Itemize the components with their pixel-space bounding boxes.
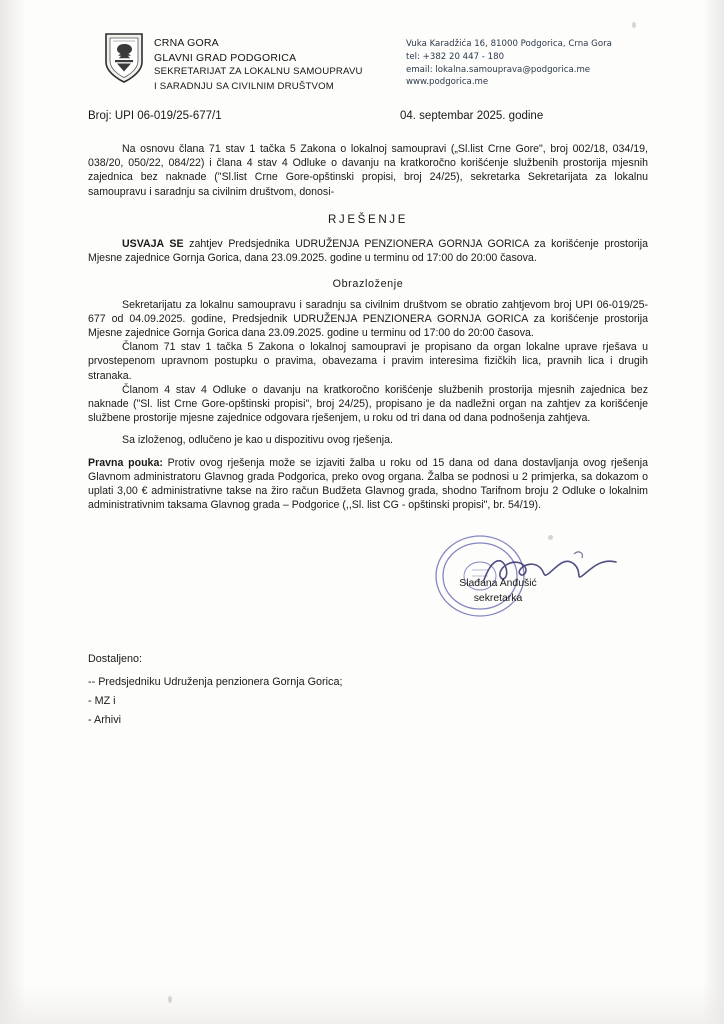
explanation-paragraph-2: Članom 71 stav 1 tačka 5 Zakona o lokalnoj samoupravi je propisano da organ lokalne uprave rješava u prvostepenom upravnom postupku o pravima, obavezama i pravim interesima fizičkih lica, pravnih lica i drugih stranaka.: [88, 341, 648, 382]
document-date: 04. septembar 2025. godine: [400, 110, 544, 122]
letterhead: [88, 28, 648, 106]
scan-edge-bottom: [0, 984, 724, 1024]
contact-block: [406, 38, 612, 89]
decision-paragraph: [88, 237, 648, 265]
org-line-2: GLAVNI GRAD PODGORICA: [154, 51, 297, 64]
scan-speck: [168, 996, 172, 1003]
legal-remedy-text: Protiv ovog rješenja može se izjaviti žalba u roku od 15 dana od dana dostavljanja ovog rješenja Glavnom administratoru Glavnog grada Podgorica, preko ovog organa. Žalba se podnosi u 2 primjerka, sa dokazom o uplati 3,00 € administrativne takse na žiro račun Budžeta Glavnog grada, shodno Tarifnom broju 2 Odluke o lokalnim administrativnim taksama Glavnog grada – Podgorice (,,Sl. list CG - opštinski propisi", br. 54/19).: [88, 456, 648, 512]
scan-edge-right: [702, 0, 724, 1024]
delivery-title: Dostaljeno:: [88, 653, 143, 666]
document-body: [88, 142, 648, 512]
legal-remedy-paragraph: [88, 456, 648, 513]
signatory: [418, 576, 578, 606]
signatory-name: Slađana Anđušić: [459, 578, 537, 590]
explanation-title: Obrazloženje: [332, 278, 404, 291]
organization-block: [154, 36, 363, 94]
contact-phone: tel: +382 20 447 - 180: [406, 51, 505, 62]
coat-of-arms-icon: [102, 32, 146, 84]
delivery-item: - Arhivi: [88, 714, 121, 727]
delivery-item: - MZ i: [88, 695, 116, 708]
document-content: [88, 28, 648, 730]
signatory-role: sekretarka: [473, 593, 523, 605]
contact-email: email: lokalna.samouprava@podgorica.me: [406, 64, 591, 75]
org-line-3: SEKRETARIJAT ZA LOKALNU SAMOUPRAVU: [154, 66, 363, 77]
decision-lead: USVAJA SE: [122, 238, 184, 251]
delivery-item: -- Predsjedniku Udruženja penzionera Gornja Gorica;: [88, 676, 343, 689]
org-line-1: CRNA GORA: [154, 37, 219, 49]
reference-line: [88, 110, 648, 130]
document-number: Broj: UPI 06-019/25-677/1: [88, 110, 222, 122]
preamble-paragraph: Na osnovu člana 71 stav 1 tačka 5 Zakona o lokalnoj samoupravi („Sl.list Crne Gore", broj 002/18, 034/19, 038/20, 050/22, 084/22) i člana 4 stav 4 Odluke o davanju na kratkoročno korišćenje službenih prostorija mjesnih zajednica bez naknade ("Sl.list Crne Gore-opštinski propisi, broj 24/25), sekretarka Sekretarijata za lokalnu samoupravu i saradnju sa civilnim društvom, donosi-: [88, 143, 648, 198]
contact-website: www.podgorica.me: [406, 77, 489, 88]
legal-remedy-label: Pravna pouka:: [88, 456, 163, 469]
signature-block: [88, 538, 648, 616]
explanation-paragraph-3: Članom 4 stav 4 Odluke o davanju na kratkoročno korišćenje službenih prostorija mjesnih zajednica bez naknade ("Sl. list Crne Gore-opštinski propisi", broj 24/25), propisano je da nadležni organ na zahtjev za korišćenje službene prostorije mjesne zajednice odgovara rješenjem, u roku od tri dana od dana podnošenja zahtjeva.: [88, 383, 648, 425]
contact-address: Vuka Karadžića 16, 81000 Podgorica, Crna Gora: [406, 39, 612, 49]
explanation-paragraph-1: Sekretarijatu za lokalnu samoupravu i saradnju sa civilnim društvom se obratio zahtjevom broj UPI 06-019/25-677 od 04.09.2025. godine, Predsjednik UDRUŽENJA PENZIONERA GORNJA GORICA za korišćenje prostorija Mjesne zajednice Gornja Gorica dana 23.09.2025. godine u terminu od 17:00 do 20:00 časova.: [88, 298, 648, 340]
scan-edge-left: [0, 0, 26, 1024]
document-title: RJEŠENJE: [327, 212, 409, 226]
decision-text: zahtjev Predsjednika UDRUŽENJA PENZIONERA GORNJA GORICA za korišćenje prostorija Mjesne zajednice Gornja Gorica, dana 23.09.2025. godine u terminu od 17:00 do 20:00 časova.: [88, 238, 648, 265]
org-line-4: I SARADNJU SA CIVILNIM DRUŠTVOM: [154, 80, 334, 92]
explanation-paragraph-4: Sa izloženog, odlučeno je kao u dispozitivu ovog rješenja.: [122, 434, 393, 447]
delivery-list: [88, 650, 648, 730]
